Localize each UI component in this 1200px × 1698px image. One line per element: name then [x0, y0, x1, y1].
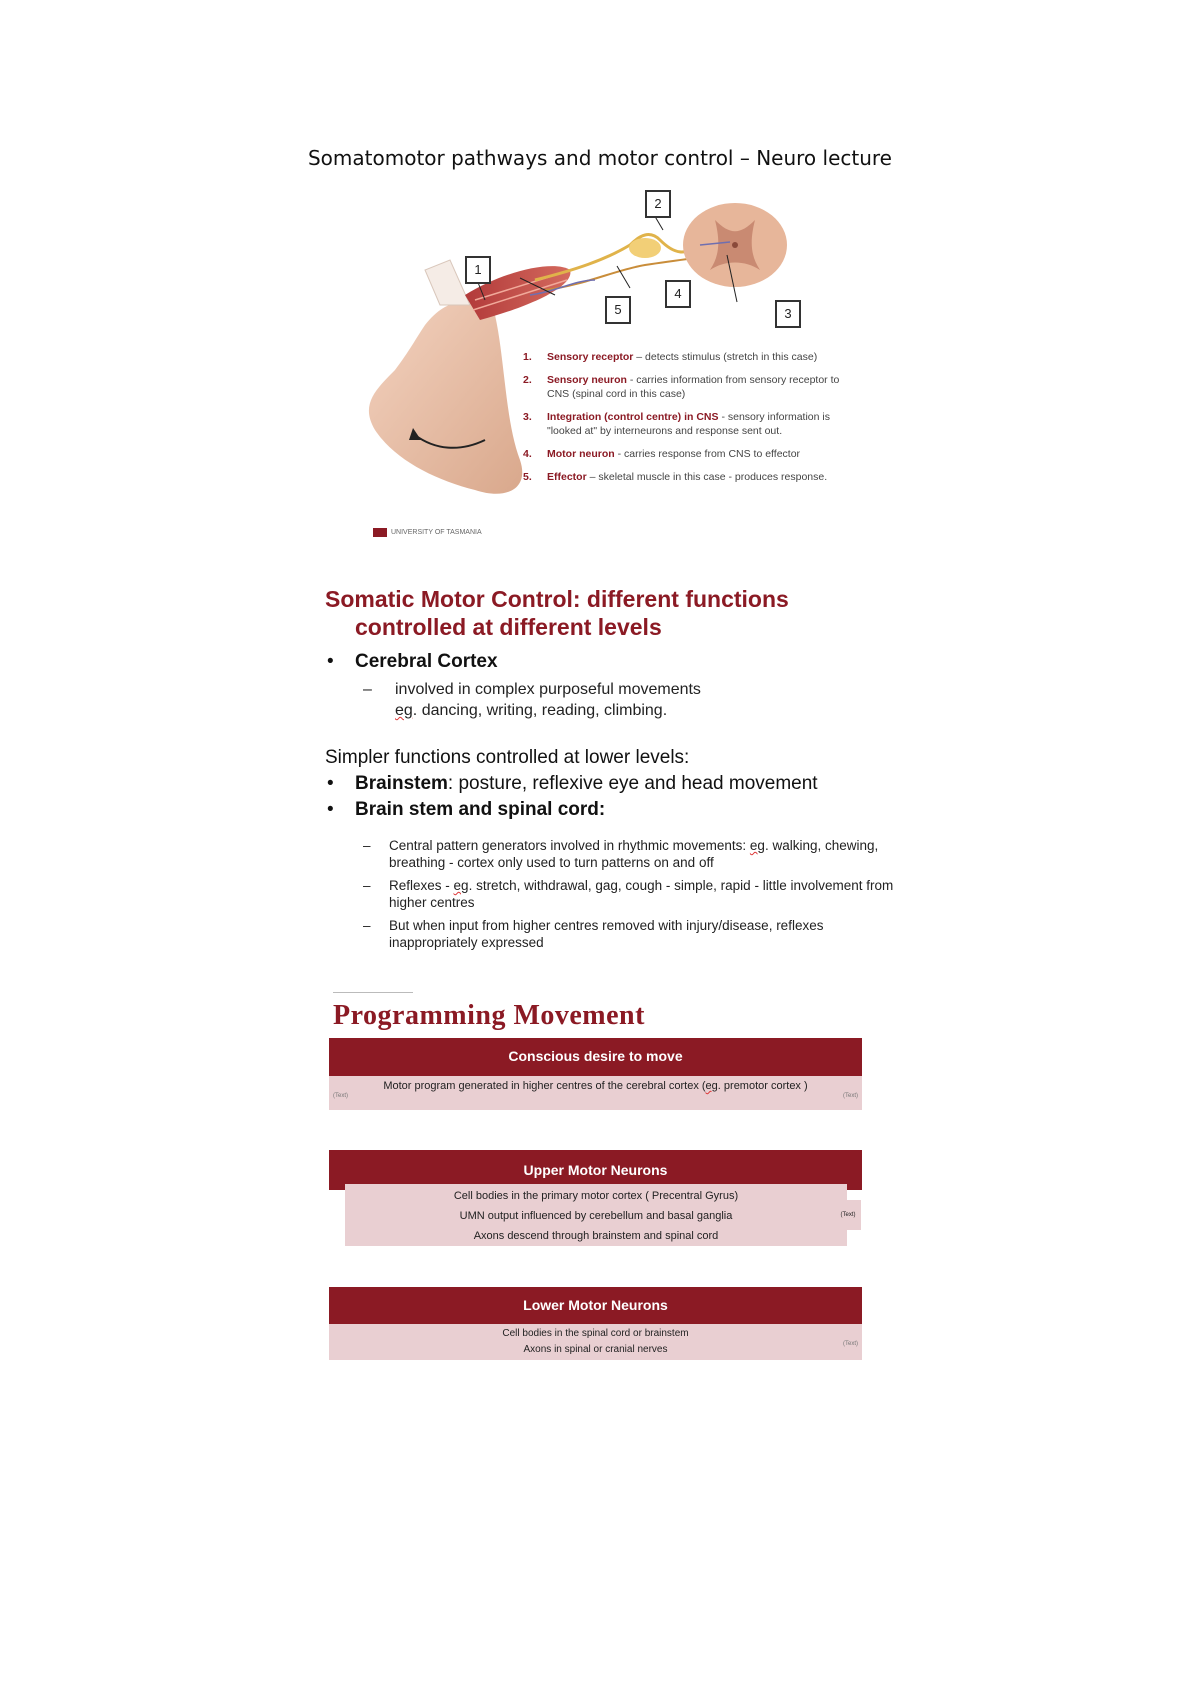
legend-item: 2. Sensory neuron - carries information from sensory receptor to CNS (spinal cord in this case): [523, 374, 840, 400]
motor-program-box: (Text) Motor program generated in higher centres of the cerebral cortex (eg. premotor cortex ) (Text): [329, 1076, 862, 1110]
document-title: Somatomotor pathways and motor control – Neuro lecture: [307, 146, 892, 170]
upper-motor-neurons-header: Upper Motor Neurons: [329, 1150, 862, 1190]
label-box-1: 1: [465, 256, 491, 284]
label-box-5: 5: [605, 296, 631, 324]
cortex-bullet: • Cerebral Cortex: [325, 649, 905, 675]
cpg-sub-point: – Central pattern generators involved in rhythmic movements: eg. walking, chewing, breathing - cortex only used to turn patterns on and off: [325, 837, 905, 871]
reflex-legend: [523, 350, 843, 493]
lower-motor-neurons-header: Lower Motor Neurons: [329, 1287, 862, 1325]
conscious-desire-header: Conscious desire to move: [329, 1038, 862, 1078]
university-logo: UNIVERSITY OF TASMANIA: [373, 528, 482, 537]
knee-tendon: [425, 260, 470, 305]
reflex-arc-slide: [355, 196, 845, 555]
simpler-functions-heading: Simpler functions controlled at lower levels:: [325, 747, 690, 768]
logo-mark-icon: [373, 528, 387, 537]
legend-item: 3. Integration (control centre) in CNS - sensory information is "looked at" by interneurons and response sent out.: [523, 411, 830, 437]
lmn-details-box: Cell bodies in the spinal cord or brainstem Axons in spinal or cranial nerves (Text): [329, 1324, 862, 1360]
legend-item: 1. Sensory receptor – detects stimulus (stretch in this case): [523, 351, 818, 363]
sensory-neuron: [535, 235, 700, 280]
injury-sub-point: – But when input from higher centres removed with injury/disease, reflexes inappropriately expressed: [325, 917, 905, 951]
label-box-3: 3: [775, 300, 801, 328]
reflexes-sub-point: – Reflexes - eg. stretch, withdrawal, gag, cough - simple, rapid - little involvement from higher centres: [325, 877, 905, 911]
leg-drawing: [369, 303, 522, 494]
cortex-sub-point: – involved in complex purposeful movements eg. dancing, writing, reading, climbing.: [325, 679, 905, 721]
legend-item: 5. Effector – skeletal muscle in this case - produces response.: [523, 471, 828, 483]
programming-slide-title: Programming Movement: [333, 1000, 645, 1031]
somatic-motor-control-slide: [325, 585, 905, 957]
umn-text-tag: (Text): [835, 1200, 861, 1230]
brainstem-spinal-bullet: • Brain stem and spinal cord:: [325, 797, 905, 823]
slide-top-rule: [333, 992, 413, 997]
label-box-2: 2: [645, 190, 671, 218]
legend-item: 4. Motor neuron - carries response from CNS to effector: [523, 448, 801, 460]
brainstem-bullet: • Brainstem: posture, reflexive eye and head movement: [325, 771, 905, 797]
umn-details-box: Cell bodies in the primary motor cortex ( Precentral Gyrus) UMN output influenced by cerebellum and basal ganglia Axons descend through brainstem and spinal cord: [345, 1184, 847, 1246]
label-box-4: 4: [665, 280, 691, 308]
somatic-slide-title: Somatic Motor Control: different functions controlled at different levels: [325, 586, 789, 640]
